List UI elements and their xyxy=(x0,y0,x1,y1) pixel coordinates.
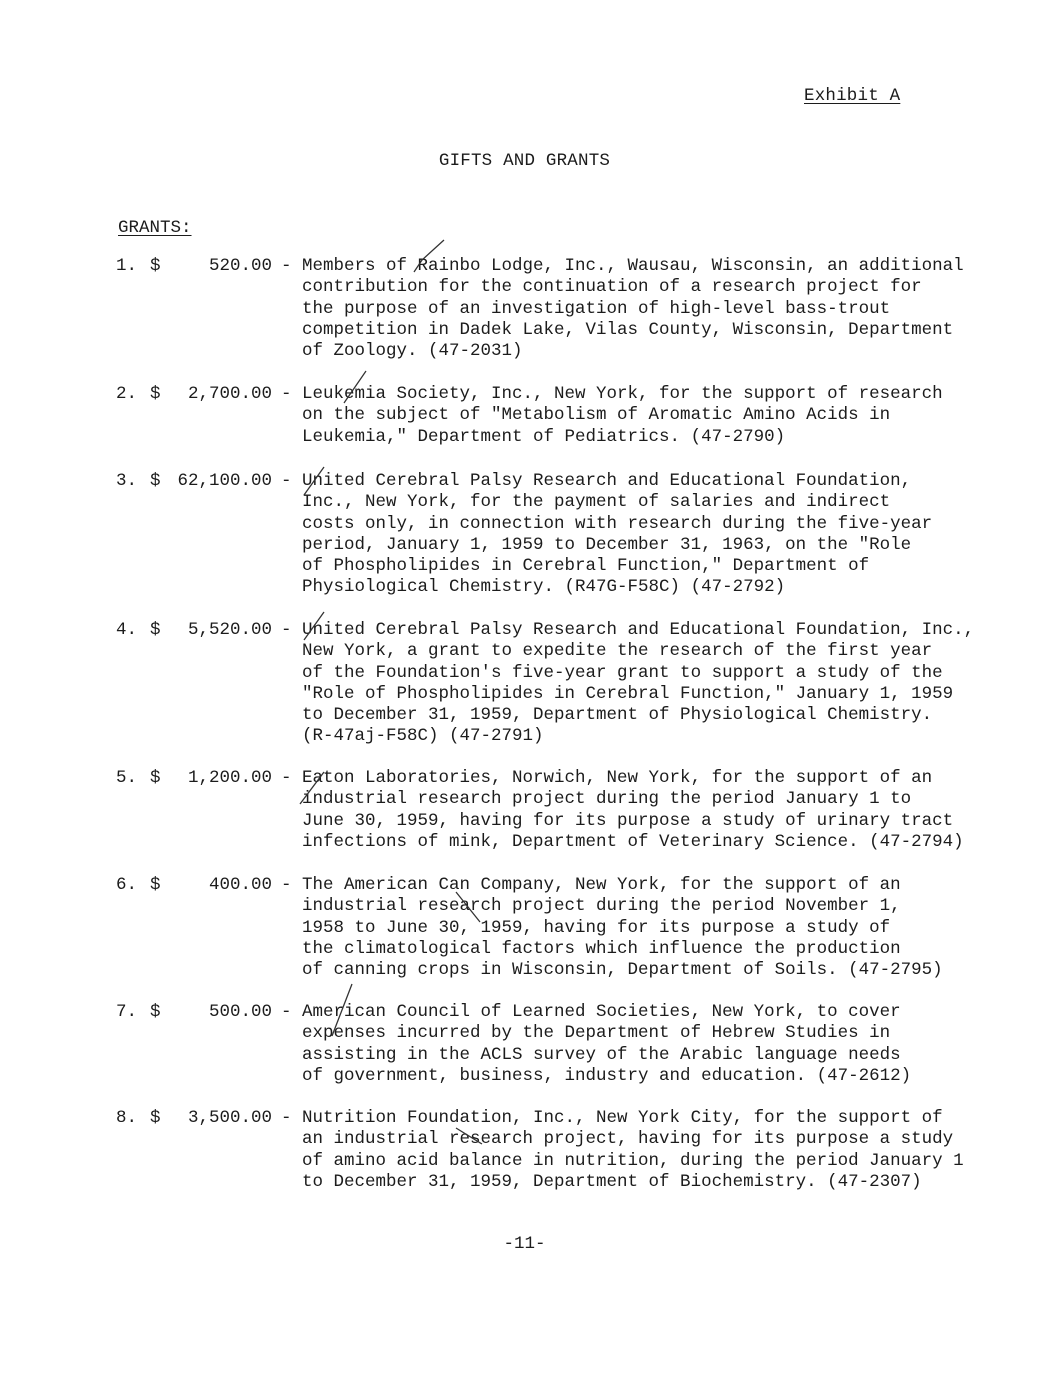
separator-dash: - xyxy=(281,256,292,276)
grant-description: Nutrition Foundation, Inc., New York City, for the support of an industrial research project, having for its purpose a study of amino acid balance in nutrition, during the period January 1 to December 31, 1959, Department of Biochemistry. (47-2307) xyxy=(302,1108,964,1192)
grant-amount: 400.00 xyxy=(208,875,272,895)
grant-description: Eaton Laboratories, Norwich, New York, for the support of an industrial research project during the period January 1 to June 30, 1959, having for its purpose a study of urinary tract infections of mink, Department of Veterinary Science. (47-2794) xyxy=(302,768,964,852)
grant-number: 1. xyxy=(116,256,138,276)
page-title: GIFTS AND GRANTS xyxy=(438,151,611,171)
grant-amount: 520.00 xyxy=(208,256,272,276)
separator-dash: - xyxy=(281,471,292,491)
separator-dash: - xyxy=(281,1108,292,1128)
grant-amount: 1,200.00 xyxy=(187,768,272,788)
grant-number: 3. xyxy=(116,471,138,491)
separator-dash: - xyxy=(281,875,292,895)
grants-section-label: GRANTS: xyxy=(118,218,192,238)
grant-number: 4. xyxy=(116,620,138,640)
grant-description: Leukemia Society, Inc., New York, for the support of research on the subject of "Metabolism of Aromatic Amino Acids in Leukemia," Department of Pediatrics. (47-2790) xyxy=(302,384,943,447)
grant-number: 6. xyxy=(116,875,138,895)
grant-number: 5. xyxy=(116,768,138,788)
separator-dash: - xyxy=(281,1002,292,1022)
currency-symbol: $ xyxy=(150,256,161,276)
currency-symbol: $ xyxy=(150,1108,161,1128)
currency-symbol: $ xyxy=(150,768,161,788)
grant-description: The American Can Company, New York, for the support of an industrial research project during the period November 1, 1958 to June 30, 1959, having for its purpose a study of the climatological factors which influence the production of canning crops in Wisconsin, Department of Soils. (47-2795) xyxy=(302,875,943,981)
grant-amount: 62,100.00 xyxy=(177,471,272,491)
grant-amount: 5,520.00 xyxy=(187,620,272,640)
page-number: -11- xyxy=(503,1234,546,1254)
currency-symbol: $ xyxy=(150,471,161,491)
separator-dash: - xyxy=(281,768,292,788)
currency-symbol: $ xyxy=(150,384,161,404)
exhibit-label: Exhibit A xyxy=(804,86,901,106)
separator-dash: - xyxy=(281,384,292,404)
grant-amount: 2,700.00 xyxy=(187,384,272,404)
grant-description: United Cerebral Palsy Research and Educational Foundation, Inc., New York, for the payment of salaries and indirect costs only, in connection with research during the five-year period, January 1, 1959 to December 31, 1963, on the "Role of Phospholipides in Cerebral Function," Department of Physiological Chemistry. (R47G-F58C) (47-2792) xyxy=(302,471,933,598)
currency-symbol: $ xyxy=(150,875,161,895)
currency-symbol: $ xyxy=(150,1002,161,1022)
grant-description: Members of Rainbo Lodge, Inc., Wausau, Wisconsin, an additional contribution for the continuation of a research project for the purpose of an investigation of high-level bass-trout competition in Dadek Lake, Vilas County, Wisconsin, Department of Zoology. (47-2031) xyxy=(302,256,964,362)
currency-symbol: $ xyxy=(150,620,161,640)
grant-number: 7. xyxy=(116,1002,138,1022)
grant-amount: 500.00 xyxy=(208,1002,272,1022)
grant-number: 8. xyxy=(116,1108,138,1128)
grant-description: United Cerebral Palsy Research and Educational Foundation, Inc., New York, a grant to expedite the research of the first year of the Foundation's five-year grant to support a study of the "Role of Phospholipides in Cerebral Function," January 1, 1959 to December 31, 1959, Department of Physiological Chemistry. (R-47aj-F58C) (47-2791) xyxy=(302,620,975,747)
grant-amount: 3,500.00 xyxy=(187,1108,272,1128)
separator-dash: - xyxy=(281,620,292,640)
grant-number: 2. xyxy=(116,384,138,404)
grant-description: American Council of Learned Societies, New York, to cover expenses incurred by the Department of Hebrew Studies in assisting in the ACLS survey of the Arabic language needs of government, business, industry and education. (47-2612) xyxy=(302,1002,912,1086)
